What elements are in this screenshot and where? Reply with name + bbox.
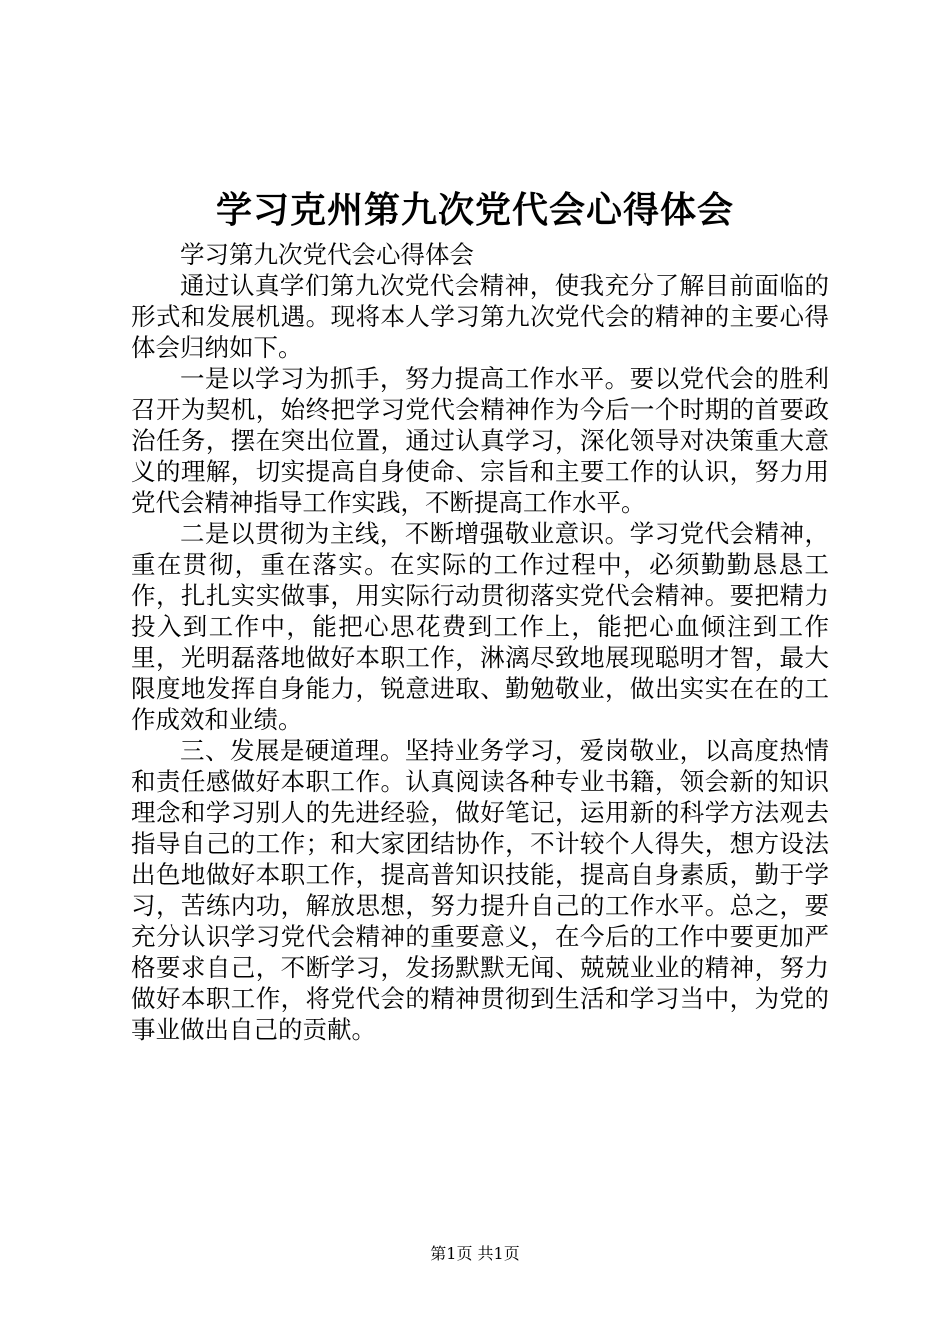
body-paragraph: 学习第九次党代会心得体会 — [180, 240, 474, 269]
body-paragraph: 通过认真学们第九次党代会精神，使我充分了解目前面临的形式和发展机遇。现将本人学习第九次党代会的精神的主要心得体会归纳如下。 — [131, 271, 829, 362]
page-number-footer: 第1页 共1页 — [430, 1244, 520, 1263]
document-body — [131, 239, 829, 1045]
body-paragraph: 一是以学习为抓手，努力提高工作水平。要以党代会的胜利召开为契机，始终把学习党代会精神作为今后一个时期的首要政治任务，摆在突出位置，通过认真学习，深化领导对决策重大意义的理解，切实提高自身使命、宗旨和主要工作的认识，努力用党代会精神指导工作实践，不断提高工作水平。 — [131, 364, 829, 517]
document-title: 学习克州第九次党代会心得体会 — [215, 189, 734, 231]
body-paragraph: 二是以贯彻为主线，不断增强敬业意识。学习党代会精神，重在贯彻，重在落实。在实际的工作过程中，必须勤勤恳恳工作，扎扎实实做事，用实际行动贯彻落实党代会精神。要把精力投入到工作中，能把心思花费到工作上，能把心血倾注到工作里，光明磊落地做好本职工作，淋漓尽致地展现聪明才智，最大限度地发挥自身能力，锐意进取、勤勉敬业，做出实实在在的工作成效和业绩。 — [131, 519, 829, 734]
body-paragraph: 三、发展是硬道理。坚持业务学习，爱岗敬业，以高度热情和责任感做好本职工作。认真阅读各种专业书籍，领会新的知识理念和学习别人的先进经验，做好笔记，运用新的科学方法观去指导自己的工作；和大家团结协作，不计较个人得失，想方设法出色地做好本职工作，提高普知识技能，提高自身素质，勤于学习，苦练内功，解放思想，努力提升自己的工作水平。总之，要充分认识学习党代会精神的重要意义，在今后的工作中要更加严格要求自己，不断学习，发扬默默无闻、兢兢业业的精神，努力做好本职工作，将党代会的精神贯彻到生活和学习当中，为党的事业做出自己的贡献。 — [131, 736, 829, 1044]
